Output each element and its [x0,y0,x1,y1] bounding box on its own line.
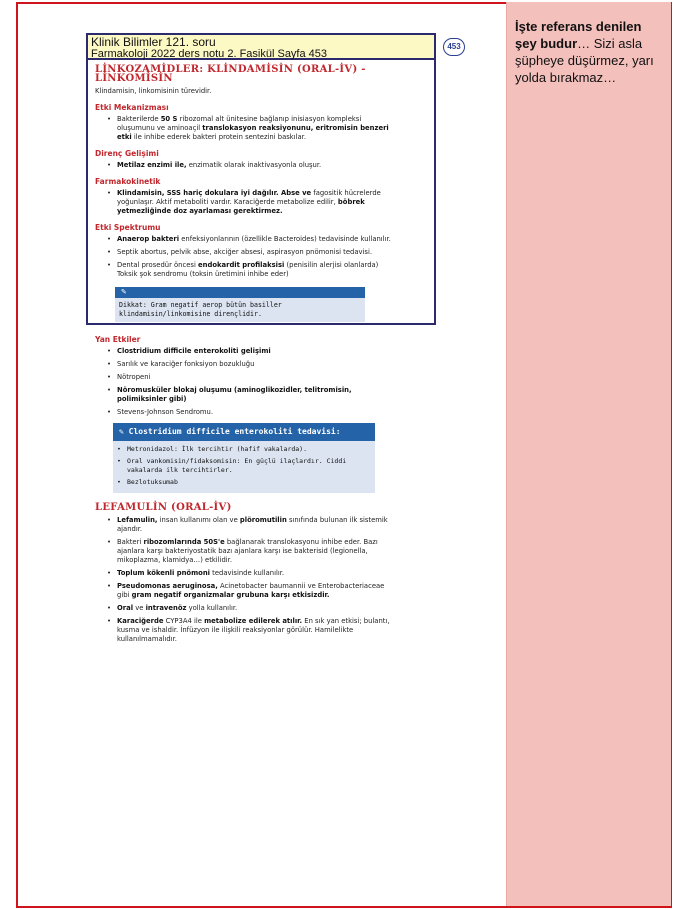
list-item: • Nöromusküler blokaj oluşumu (aminoglikozidler, telitromisin, polimiksinler gibi) [117,386,395,404]
side-effects-list [95,347,395,417]
section-title-linkozamidler: LİNKOZAMİDLER: KLİNDAMİSİN (ORAL-İV) - LİNKOMİSİN [95,64,366,84]
page-number-badge: 453 [443,38,465,56]
list-item: • Bakterilerde 50 S ribozomal alt ünitesine bağlanıp inisiasyon kompleksi oluşumunu ve aminoaçil translokasyon reaksiyonunu, eritromisin benzeri etki ile inhibe ederek bakteri protein sentezini baskılar. [117,115,395,142]
list-item: • Nötropeni [117,373,395,382]
pen-icon: ✎ [119,427,129,436]
treatment-note [113,423,375,493]
list-item: • Karaciğerde CYP3A4 ile metabolize edilerek atılır. En sık yan etkisi; bulantı, kusma ve ishaldir. İnfüzyon ile ilişkili reaksiyonlar görülür. Hamilelikte kullanılmamalıdır. [117,617,395,644]
pen-icon: ✎ [121,288,127,296]
list-item: • Stevens-Johnson Sendromu. [117,408,395,417]
list-item: • Septik abortus, pelvik abse, akciğer absesi, aspirasyon pnömonisi tedavisi. [117,248,395,257]
list-item: • Klindamisin, SSS hariç dokulara iyi dağılır. Abse ve fagositik hücrelerde yoğunlaşır. Aktif metaboliti vardır. Karaciğerde metabolize edilir, böbrek yetmezliğinde doz ayarlaması gerektirmez. [117,189,395,216]
list-item: • Metronidazol: İlk tercihtir (hafif vakalarda). [127,445,371,454]
heading-side-effects: Yan Etkiler [95,335,141,344]
list-item: • Anaerop bakteri enfeksiyonlarının (özellikle Bacteroides) tedavisinde kullanılır. [117,235,395,244]
treatment-note-title: Clostridium difficile enterokoliti tedavisi: [128,427,341,436]
note-text: Dikkat: Gram negatif aerop bütün basiller klindamisin/linkomisine dirençlidir. [119,301,282,318]
note-header [115,287,365,298]
spectrum-list [95,235,395,279]
intro-text: Klindamisin, linkomisinin türevidir. [95,87,212,95]
source-line-2: Farmakoloji 2022 ders notu 2. Fasikül Sayfa 453 [91,48,328,60]
sidebar-note-text: … Sizi asla şüpheye düşürmez, yarı yolda bırakmaz… [515,36,654,85]
sidebar-panel [506,2,671,906]
section-title-lefamulin: LEFAMULİN (ORAL-İV) [95,502,232,513]
source-header [86,33,436,60]
list-item: • Oral ve intravenöz yolla kullanılır. [117,604,395,613]
warning-note [115,287,365,322]
pharmacokinetics-list [95,189,395,216]
lefamulin-list [95,516,395,644]
heading-pharmacokinetics: Farmakokinetik [95,177,161,186]
list-item: • Dental prosedür öncesi endokardit profilaksisi (penisilin alerjisi olanlarda) Toksik şok sendromu (toksin üretimini inhibe eder) [117,261,395,279]
heading-mechanism: Etki Mekanizması [95,103,169,112]
heading-resistance: Direnç Gelişimi [95,149,159,158]
mechanism-list [95,115,395,142]
list-item: • Bezlotuksumab [127,478,371,487]
resistance-list [95,161,395,170]
heading-spectrum: Etki Spektrumu [95,223,161,232]
document-content [95,62,395,648]
treatment-note-header [113,423,375,441]
list-item: • Metilaz enzimi ile, enzimatik olarak inaktivasyonla oluşur. [117,161,395,170]
list-item: • Sarılık ve karaciğer fonksiyon bozukluğu [117,360,395,369]
source-line-1: Klinik Bilimler 121. soru [91,35,216,49]
list-item: • Oral vankomisin/fidaksomisin: En güçlü ilaçlardır. Ciddi vakalarda ilk tercihtirler. [127,457,371,475]
list-item: • Bakteri ribozomlarında 50S'e bağlanarak translokasyonu inhibe eder. Bazı ajanlara karşı bakteriyostatik bazı ajanlara karşı ise bakterisid (legionella, mikoplazma, klamidya…) etkilidir. [117,538,395,565]
list-item: • Toplum kökenli pnömoni tedavisinde kullanılır. [117,569,395,578]
sidebar-note-bold: İşte referans denilen şey budur [515,19,642,51]
list-item: • Clostridium difficile enterokoliti gelişimi [117,347,395,356]
list-item: • Lefamulin, insan kullanımı olan ve plöromutilin sınıfında bulunan ilk sistemik ajandır. [117,516,395,534]
treatment-list [113,441,375,493]
sidebar-note [515,18,665,86]
list-item: • Pseudomonas aeruginosa, Acinetobacter baumannii ve Enterobacteriaceae gibi gram negatif organizmalar grubuna karşı etkisizdir. [117,582,395,600]
